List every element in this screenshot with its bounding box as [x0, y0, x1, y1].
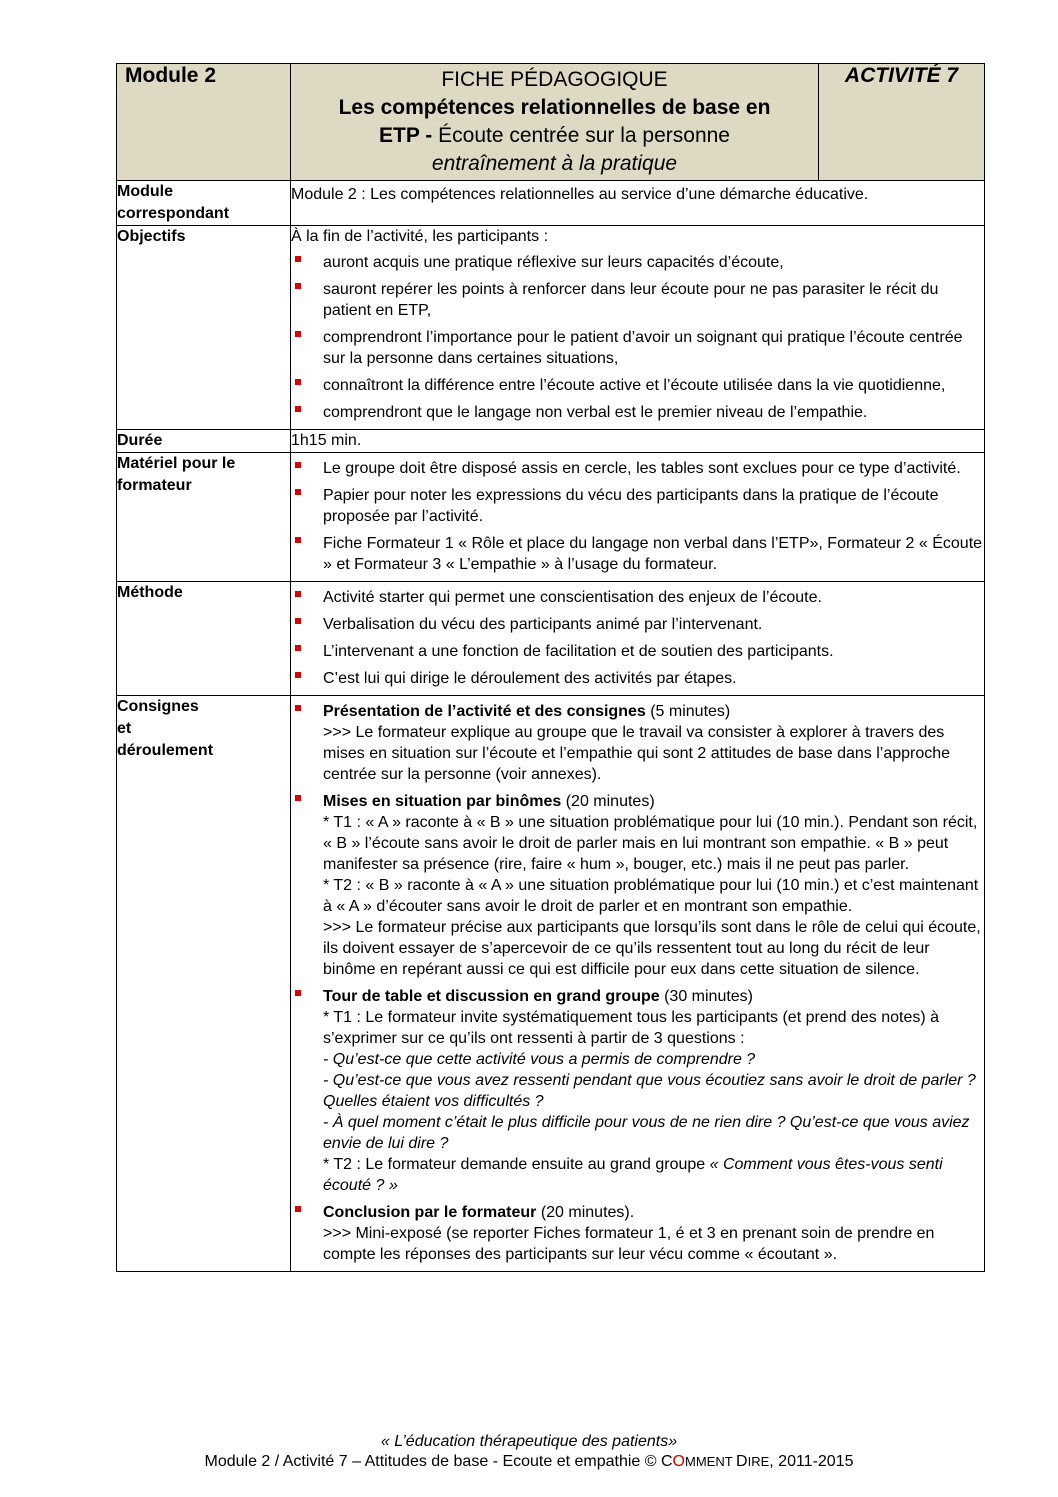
footer-suffix: , 2011-2015 — [769, 1453, 854, 1470]
label-consignes — [117, 696, 291, 1272]
question-3: - À quel moment c’était le plus difficile pour vous de ne rien dire ? Qu’est-ce que vous aviez envie de lui dire ? — [323, 1114, 970, 1152]
list-item: C’est lui qui dirige le déroulement des activités par étapes. — [291, 668, 984, 689]
step-time: (20 minutes). — [536, 1204, 635, 1221]
title-line3-rest: Écoute centrée sur la personne — [432, 124, 730, 147]
label-line: et — [117, 720, 132, 737]
header-title — [291, 64, 819, 181]
header-module: Module 2 — [117, 64, 291, 181]
page-footer — [0, 1432, 1058, 1472]
label-line: Module — [117, 183, 173, 200]
step-text: >>> Le formateur explique au groupe que le travail va consister à explorer à travers des mises en situation sur l’écoute et l’empathie qui sont 2 attitudes de base dans l’approche centrée sur la personne (voir annexes). — [323, 724, 951, 783]
step-title: Présentation de l’activité et des consignes — [323, 703, 646, 720]
brand-o: O — [672, 1453, 685, 1470]
list-item: Fiche Formateur 1 « Rôle et place du langage non verbal dans l’ETP», Formateur 2 « Écoute » et Formateur 3 « L’empathie » à l’usage du formateur. — [291, 533, 984, 575]
value-duree: 1h15 min. — [291, 430, 985, 453]
label-materiel — [117, 453, 291, 582]
step-mises-en-situation — [291, 791, 984, 980]
value-objectifs — [291, 226, 985, 430]
label-methode: Méthode — [117, 582, 291, 696]
row-objectifs — [117, 226, 985, 430]
step-note: >>> Le formateur précise aux participants que lorsqu’ils sont dans le rôle de celui qui écoute, ils doivent essayer de s’apercevoir de ce qu’ils ressentent tout au long du récit de leur binôme en repérant aussi ce qui est difficile pour eux dans cette situation de silence. — [323, 919, 981, 978]
row-methode — [117, 582, 985, 696]
title-line4: entraînement à la pratique — [431, 152, 678, 175]
objectifs-intro: À la fin de l’activité, les participants : — [291, 228, 549, 245]
value-consignes — [291, 696, 985, 1272]
step-title: Conclusion par le formateur — [323, 1204, 537, 1221]
row-module-correspondant — [117, 181, 985, 226]
value-module-correspondant: Module 2 : Les compétences relationnelles au service d’une démarche éducative. — [291, 181, 985, 226]
row-materiel — [117, 453, 985, 582]
list-item: auront acquis une pratique réflexive sur leurs capacités d’écoute, — [291, 252, 984, 273]
step-t2-quote: « Comment vous êtes-vous senti écouté ? » — [323, 1156, 943, 1194]
row-consignes — [117, 696, 985, 1272]
list-item: connaîtront la différence entre l’écoute active et l’écoute utilisée dans la vie quotidienne, — [291, 375, 984, 396]
footer-line1: « L’éducation thérapeutique des patients» — [380, 1433, 678, 1450]
consignes-list — [291, 701, 984, 1265]
question-2: - Qu’est-ce que vous avez ressenti pendant que vous écoutiez sans avoir le droit de parler ? Quelles étaient vos difficultés ? — [323, 1072, 976, 1110]
label-line: formateur — [117, 477, 192, 494]
step-text: >>> Mini-exposé (se reporter Fiches formateur 1, é et 3 en prenant soin de prendre en compte les réponses des participants sur leur vécu comme « écoutant ». — [323, 1225, 935, 1263]
list-item: sauront repérer les points à renforcer dans leur écoute pour ne pas parasiter le récit du patient en ETP, — [291, 279, 984, 321]
list-item: Papier pour noter les expressions du vécu des participants dans la pratique de l’écoute proposée par l’activité. — [291, 485, 984, 527]
methode-list — [291, 587, 984, 689]
question-1: - Qu’est-ce que cette activité vous a permis de comprendre ? — [323, 1051, 756, 1068]
value-methode — [291, 582, 985, 696]
step-t2 — [323, 1154, 984, 1196]
fiche-page — [116, 63, 984, 1272]
label-line: déroulement — [117, 742, 214, 759]
header-activity: ACTIVITÉ 7 — [819, 64, 985, 181]
list-item: Le groupe doit être disposé assis en cercle, les tables sont exclues pour ce type d’activité. — [291, 458, 984, 479]
label-module-correspondant — [117, 181, 291, 226]
title-line3 — [295, 122, 814, 150]
list-item: L’intervenant a une fonction de facilitation et de soutien des participants. — [291, 641, 984, 662]
step-presentation — [291, 701, 984, 785]
footer-prefix: Module 2 / Activité 7 – Attitudes de base - Ecoute et empathie © — [204, 1453, 661, 1470]
step-t2-prefix: * T2 : Le formateur demande ensuite au grand groupe — [323, 1156, 710, 1173]
step-title: Mises en situation par binômes — [323, 793, 562, 810]
title-line3-bold: ETP - — [379, 124, 433, 147]
step-time: (5 minutes) — [645, 703, 731, 720]
footer-line2 — [0, 1452, 1058, 1472]
fiche-table — [116, 63, 985, 1272]
brand-ire: IRE — [747, 1454, 770, 1469]
list-item: comprendront que le langage non verbal est le premier niveau de l’empathie. — [291, 402, 984, 423]
list-item: Activité starter qui permet une conscientisation des enjeux de l’écoute. — [291, 587, 984, 608]
list-item: comprendront l’importance pour le patient d’avoir un soignant qui pratique l’écoute centrée sur la personne dans certaines situations, — [291, 327, 984, 369]
step-tour-de-table — [291, 986, 984, 1196]
step-title: Tour de table et discussion en grand groupe — [323, 988, 660, 1005]
step-t2: * T2 : « B » raconte à « A » une situation problématique pour lui (10 min.) et c’est maintenant à « A » d’écouter sans avoir le droit de parler et en montrant son empathie. — [323, 877, 979, 915]
label-line: correspondant — [117, 205, 230, 222]
header-row — [117, 64, 985, 181]
value-materiel — [291, 453, 985, 582]
step-t1: * T1 : « A » raconte à « B » une situation problématique pour lui (10 min.). Pendant son récit, « B » l’écoute sans avoir le droit de parler mais en lui montrant son empathie. « B » peut manifester sa présence (rire, faire « hum », bouger, etc.) mais il ne peut pas parler. — [323, 814, 978, 873]
title-line2: Les compétences relationnelles de base en — [338, 96, 771, 119]
row-duree — [117, 430, 985, 453]
materiel-list — [291, 458, 984, 575]
brand-c: C — [660, 1453, 673, 1470]
label-line: Matériel pour le — [117, 455, 236, 472]
brand-d: D — [736, 1453, 748, 1470]
label-line: Consignes — [117, 698, 199, 715]
title-line1: FICHE PÉDAGOGIQUE — [441, 68, 668, 91]
brand-mment: MMENT — [685, 1454, 737, 1469]
label-duree: Durée — [117, 430, 291, 453]
step-t1: * T1 : Le formateur invite systématiquement tous les participants (et prend des notes) à s’exprimer sur ce qu’ils ont ressenti à partir de 3 questions : — [323, 1009, 940, 1047]
step-time: (30 minutes) — [659, 988, 754, 1005]
step-conclusion — [291, 1202, 984, 1265]
label-objectifs: Objectifs — [117, 226, 291, 430]
objectifs-list — [291, 252, 984, 423]
step-time: (20 minutes) — [561, 793, 655, 810]
list-item: Verbalisation du vécu des participants animé par l’intervenant. — [291, 614, 984, 635]
